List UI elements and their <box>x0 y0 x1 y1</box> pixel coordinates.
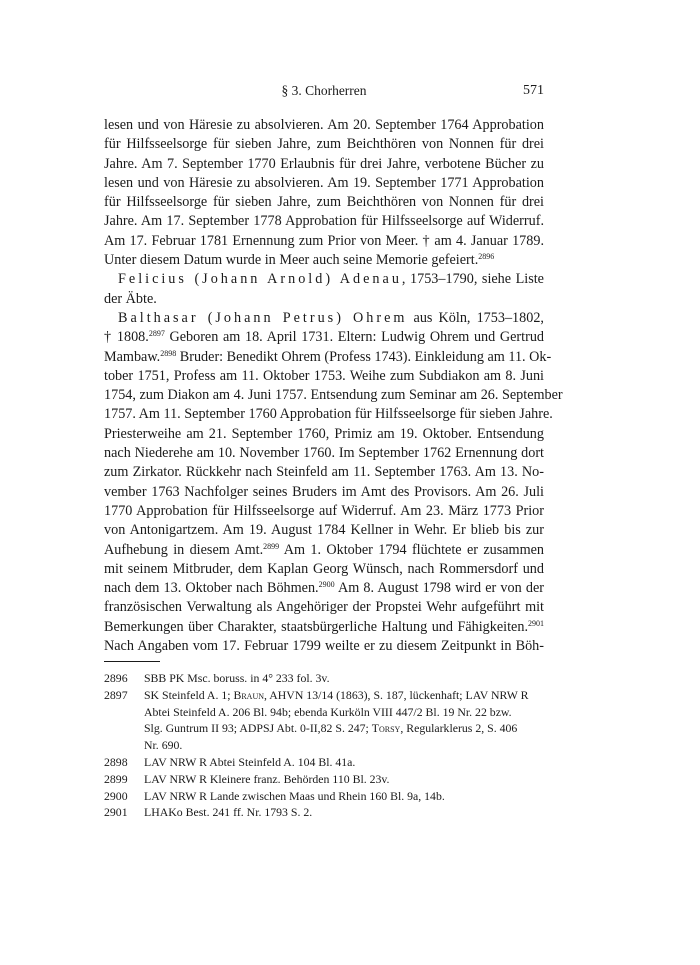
footnote-number: 2900 <box>104 788 128 803</box>
footnotes <box>104 670 544 821</box>
footnote-ref[interactable]: 2901 <box>528 618 544 628</box>
text-line: zum Zirkator. Rückkehr nach Steinfeld am 11. September 1763. Am 13. No- <box>104 464 544 481</box>
footnote-number: 2897 <box>104 687 128 702</box>
text-line: für Hilfsseelsorge für sieben Jahre, zum Beichthören von Nonnen für drei <box>104 136 544 153</box>
page-number: 571 <box>523 83 544 98</box>
footnote-ref[interactable]: 2899 <box>263 541 280 551</box>
text-line: 1770 Approbation für Hilfsseelsorge auf Widerruf. Am 23. März 1773 Prior <box>104 502 544 519</box>
text-segment: Unter diesem Datum wurde in Meer auch seine Memorie gefeiert. <box>104 252 479 269</box>
footnote-2899 <box>104 771 544 788</box>
footnote-ref[interactable]: 2896 <box>478 252 495 262</box>
text-segment: Geboren am 18. April 1731. Eltern: Ludwig Ohrem und Gertrud <box>164 329 545 346</box>
footnote-number: 2899 <box>104 771 128 786</box>
text-segment: , AHVN 13/14 (1863), S. 187, lückenhaft; LAV NRW R <box>264 687 529 702</box>
footnote-number: 2896 <box>104 671 128 685</box>
footnote-rule <box>104 661 160 662</box>
text-segment: Aufhebung in diesem Amt. <box>104 541 264 558</box>
text-segment: Bemerkungen über Charakter, staatsbürgerliche Haltung und Fähigkeiten. <box>104 618 528 635</box>
person-name: Felicius (Johann Arnold) Adenau <box>118 271 402 288</box>
text-line: Priesterweihe am 21. September 1760, Primiz am 19. Oktober. Entsendung <box>104 425 544 442</box>
running-title: § 3. Chorherren <box>281 83 367 98</box>
text-line: lesen und von Häresie zu absolvieren. Am 19. September 1771 Approbation <box>104 174 544 191</box>
text-line: von Antonigartzem. Am 19. August 1784 Kellner in Wehr. Er blieb bis zur <box>104 522 544 539</box>
footnote-text: LHAKo Best. 241 ff. Nr. 1793 S. 2. <box>144 805 313 820</box>
person-name: Balthasar (Johann Petrus) Ohrem <box>118 309 408 326</box>
text-line <box>104 541 544 560</box>
text-segment: Bruder: Benedikt Ohrem (Profess 1743). Einkleidung am 11. Ok- <box>176 348 552 365</box>
footnote-2897 <box>104 687 544 754</box>
text-line <box>104 579 544 598</box>
footnote-number: 2898 <box>104 754 128 769</box>
footnote-ref[interactable]: 2897 <box>148 329 165 339</box>
footnote-2901 <box>104 804 544 821</box>
text-line: tober 1751, Profess am 11. Oktober 1753. Weihe zum Subdiakon am 8. Juni <box>104 367 544 384</box>
text-line: französischen Verwaltung als Angehöriger der Propstei Wehr aufgeführt mit <box>104 599 544 616</box>
footnote-text <box>144 687 544 704</box>
text-line <box>104 328 544 347</box>
text-segment: , Regularklerus 2, S. 406 <box>400 721 518 736</box>
text-segment: Am 8. August 1798 wird er von der <box>334 580 544 597</box>
text-line <box>104 618 544 637</box>
footnote-text: LAV NRW R Abtei Steinfeld A. 104 Bl. 41a. <box>144 754 356 769</box>
footnote-2898 <box>104 754 544 771</box>
text-line: nach Niederehe am 10. November 1760. Im September 1762 Ernennung dort <box>104 445 544 462</box>
text-segment: , 1753–1790, siehe Liste <box>401 271 544 288</box>
text-segment: Am 1. Oktober 1794 flüchtete er zusammen <box>279 541 545 558</box>
text-line: vember 1763 Nachfolger seines Bruders im Amt des Provisors. Am 26. Juli <box>104 483 544 500</box>
footnote-text: SBB PK Msc. boruss. in 4° 233 fol. 3v. <box>144 671 330 685</box>
text-segment: aus Köln, 1753–1802, <box>407 309 544 326</box>
text-segment: nach dem 13. Oktober nach Böhmen. <box>104 580 319 597</box>
author-name: Braun <box>233 687 265 702</box>
footnote-text <box>144 720 544 737</box>
author-name: Torsy <box>371 721 401 736</box>
footnote-text: Nr. 690. <box>144 738 183 753</box>
text-segment: Slg. Guntrum II 93; ADPSJ Abt. 0-II,82 S. 247; <box>144 721 372 736</box>
footnote-text: LAV NRW R Kleinere franz. Behörden 110 Bl. 23v. <box>144 771 390 786</box>
text-line: Am 17. Februar 1781 Ernennung zum Prior von Meer. † am 4. Januar 1789. <box>104 232 544 249</box>
text-line: für Hilfsseelsorge für sieben Jahre, zum Beichthören von Nonnen für drei <box>104 194 544 211</box>
text-line <box>104 270 544 289</box>
text-line: 1757. Am 11. September 1760 Approbation für Hilfsseelsorge für sieben Jahre. <box>104 406 553 423</box>
text-line: 1754, zum Diakon am 4. Juni 1757. Entsendung zum Seminar am 26. September <box>104 387 563 404</box>
footnote-text: LAV NRW R Lande zwischen Maas und Rhein 160 Bl. 9a, 14b. <box>144 788 445 803</box>
text-line: Jahre. Am 7. September 1770 Erlaubnis für drei Jahre, verbotene Bücher zu <box>104 155 544 172</box>
text-line <box>104 348 552 367</box>
footnote-2896 <box>104 670 544 687</box>
footnote-text: Abtei Steinfeld A. 206 Bl. 94b; ebenda Kurköln VIII 447/2 Bl. 19 Nr. 22 bzw. <box>144 704 512 719</box>
text-segment: † 1808. <box>104 329 149 346</box>
footnote-number: 2901 <box>104 805 128 820</box>
footnote-ref[interactable]: 2898 <box>160 348 177 358</box>
body-text <box>104 116 563 656</box>
text-segment: Mambaw. <box>104 348 161 365</box>
text-line: Jahre. Am 17. September 1778 Approbation für Hilfsseelsorge auf Widerruf. <box>104 213 544 230</box>
text-line: mit seinem Mitbruder, dem Kaplan Georg Wünsch, nach Rommersdorf und <box>104 560 544 577</box>
footnote-ref[interactable]: 2900 <box>318 580 335 590</box>
footnote-2900 <box>104 788 544 805</box>
text-line: Nach Angaben vom 17. Februar 1799 weilte er zu diesem Zeitpunkt in Böh- <box>104 638 544 655</box>
running-head <box>104 83 544 103</box>
text-line: lesen und von Häresie zu absolvieren. Am 20. September 1764 Approbation <box>104 117 544 133</box>
text-line <box>104 251 544 270</box>
text-line <box>104 309 544 328</box>
text-segment: SK Steinfeld A. 1; <box>144 687 234 702</box>
text-line: der Äbte. <box>104 290 157 307</box>
